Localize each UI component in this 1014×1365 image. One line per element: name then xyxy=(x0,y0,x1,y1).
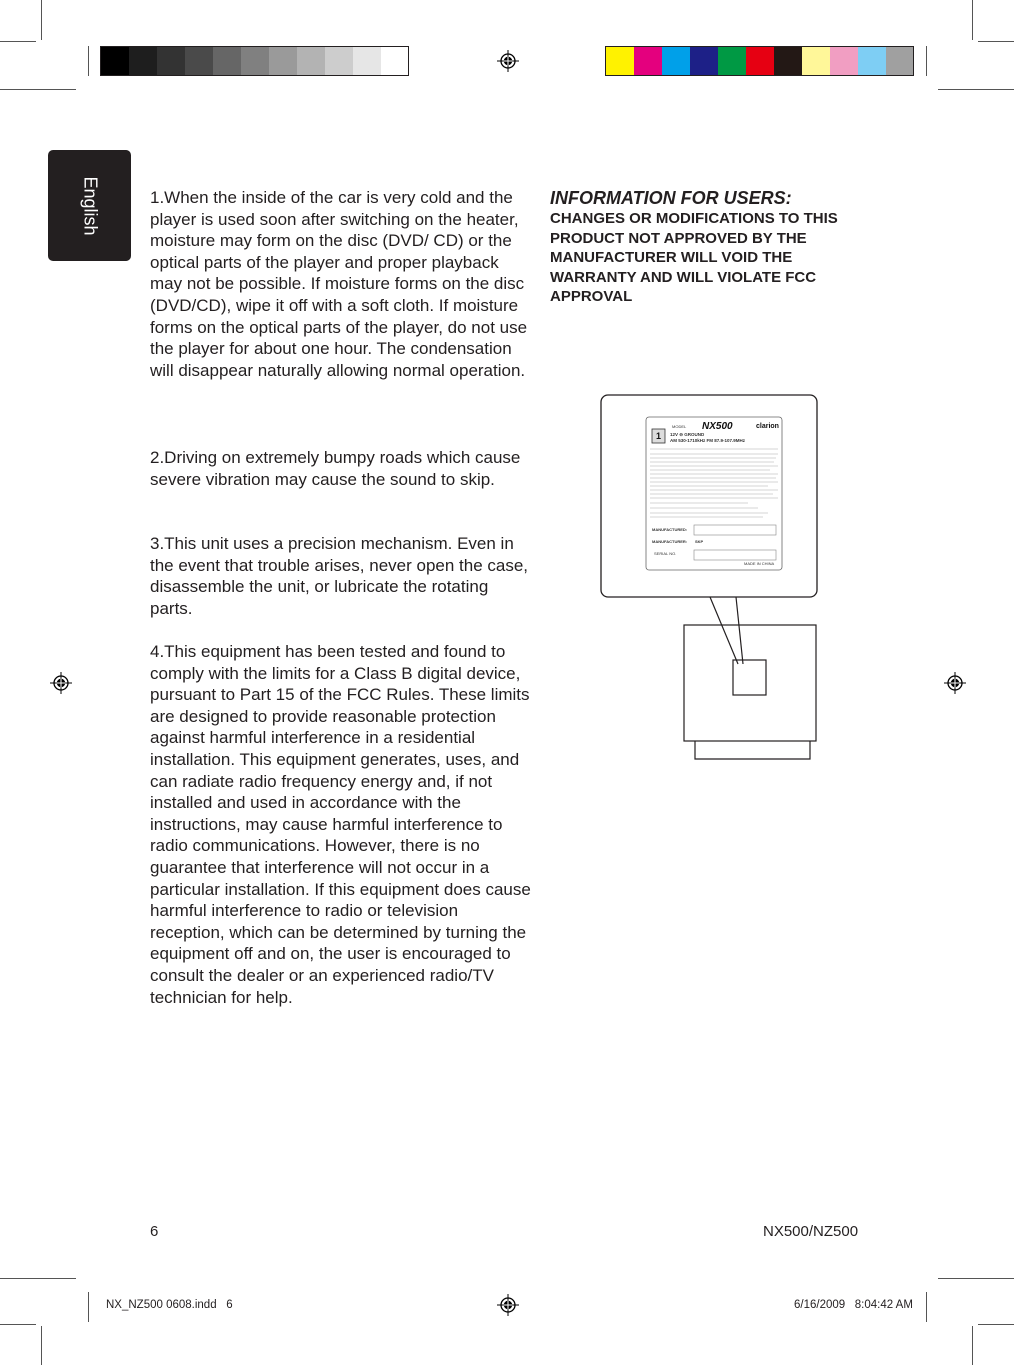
registration-mark-icon xyxy=(50,672,72,694)
crop-mark xyxy=(88,46,89,76)
registration-mark-icon xyxy=(944,672,966,694)
registration-mark-icon xyxy=(497,1294,519,1316)
label-model-prefix: MODEL xyxy=(672,424,687,429)
crop-mark xyxy=(972,1326,973,1365)
crop-mark xyxy=(972,0,973,40)
paragraph-precision-mechanism: 3.This unit uses a precision mechanism. Even in the event that trouble arises, never open the case, disassemble the unit, or lubricate the rotating parts. xyxy=(150,534,529,618)
label-manufacturer-code: SKP xyxy=(695,539,704,544)
crop-mark xyxy=(926,46,927,76)
crop-mark xyxy=(41,1326,42,1365)
page-number: 6 xyxy=(150,1223,159,1240)
crop-mark xyxy=(0,1278,76,1279)
label-frequency: AM 530-1710kHz FM 87.9-107.9MHz xyxy=(670,438,746,443)
crop-mark xyxy=(0,41,36,42)
crop-mark xyxy=(0,89,76,90)
crop-mark xyxy=(978,41,1014,42)
label-callout-illustration xyxy=(598,392,822,762)
label-made-in: MADE IN CHINA xyxy=(744,561,775,566)
info-body: CHANGES OR MODIFICATIONS TO THIS PRODUCT NOT APPROVED BY THE MANUFACTURER WILL VOID THE WARRANTY AND WILL VIOLATE FCC APPROVAL xyxy=(550,210,838,305)
language-tab-label: English xyxy=(80,175,100,236)
slug-file-name: NX_NZ500 0608.indd 6 xyxy=(106,1299,233,1311)
crop-mark xyxy=(88,1292,89,1322)
paragraph-bumpy-roads: 2.Driving on extremely bumpy roads which cause severe vibration may cause the sound to skip. xyxy=(150,448,521,489)
color-bar-outline xyxy=(100,46,409,76)
language-tab xyxy=(48,150,131,261)
crop-mark xyxy=(926,1292,927,1322)
color-bar-outline xyxy=(605,46,914,76)
label-manufacturer: MANUFACTURER: xyxy=(652,539,688,544)
label-class-number: 1 xyxy=(656,431,662,441)
paragraph-fcc-compliance: 4.This equipment has been tested and found to comply with the limits for a Class B digital device, pursuant to Part 15 of the FCC Rules. These limits are designed to provide reasonable protection against harmful interference in a residential installation. This equipment generates, uses, and can radiate radio frequency energy and, if not installed and used in accordance with the instructions, may cause harmful interference to radio communications. However, there is no guarantee that interference will not occur in a particular installation. If this equipment does cause harmful interference to radio or television reception, which can be determined by turning the equipment off and on, the user is encouraged to consult the dealer or an experienced radio/TV technician for help. xyxy=(150,642,531,1007)
label-serial: SERIAL NO. xyxy=(654,551,677,556)
paragraph-condensation: 1.When the inside of the car is very cold and the player is used soon after switching on the heater, moisture may form on the disc (DVD/ CD) or the optical parts of the player and proper playback may not be possible. If moisture forms on the disc (DVD/CD), wipe it off with a soft cloth. If moisture forms on the optical parts of the player, do not use the player for about one hour. The condensation will disappear naturally allowing normal operation. xyxy=(150,188,528,380)
crop-mark xyxy=(41,0,42,40)
slug-datetime: 6/16/2009 8:04:42 AM xyxy=(794,1299,913,1311)
crop-mark xyxy=(938,1278,1014,1279)
crop-mark xyxy=(0,1324,36,1325)
info-title: INFORMATION FOR USERS: xyxy=(550,188,792,208)
label-manufactured: MANUFACTURED: xyxy=(652,527,688,532)
crop-mark xyxy=(978,1324,1014,1325)
label-power: 12V ⊖ GROUND xyxy=(670,432,705,437)
crop-mark xyxy=(938,89,1014,90)
label-brand: clarion xyxy=(756,423,779,430)
label-model-number: NX500 xyxy=(702,421,733,432)
footer-model-reference: NX500/NZ500 xyxy=(763,1223,859,1240)
registration-mark-icon xyxy=(497,50,519,72)
